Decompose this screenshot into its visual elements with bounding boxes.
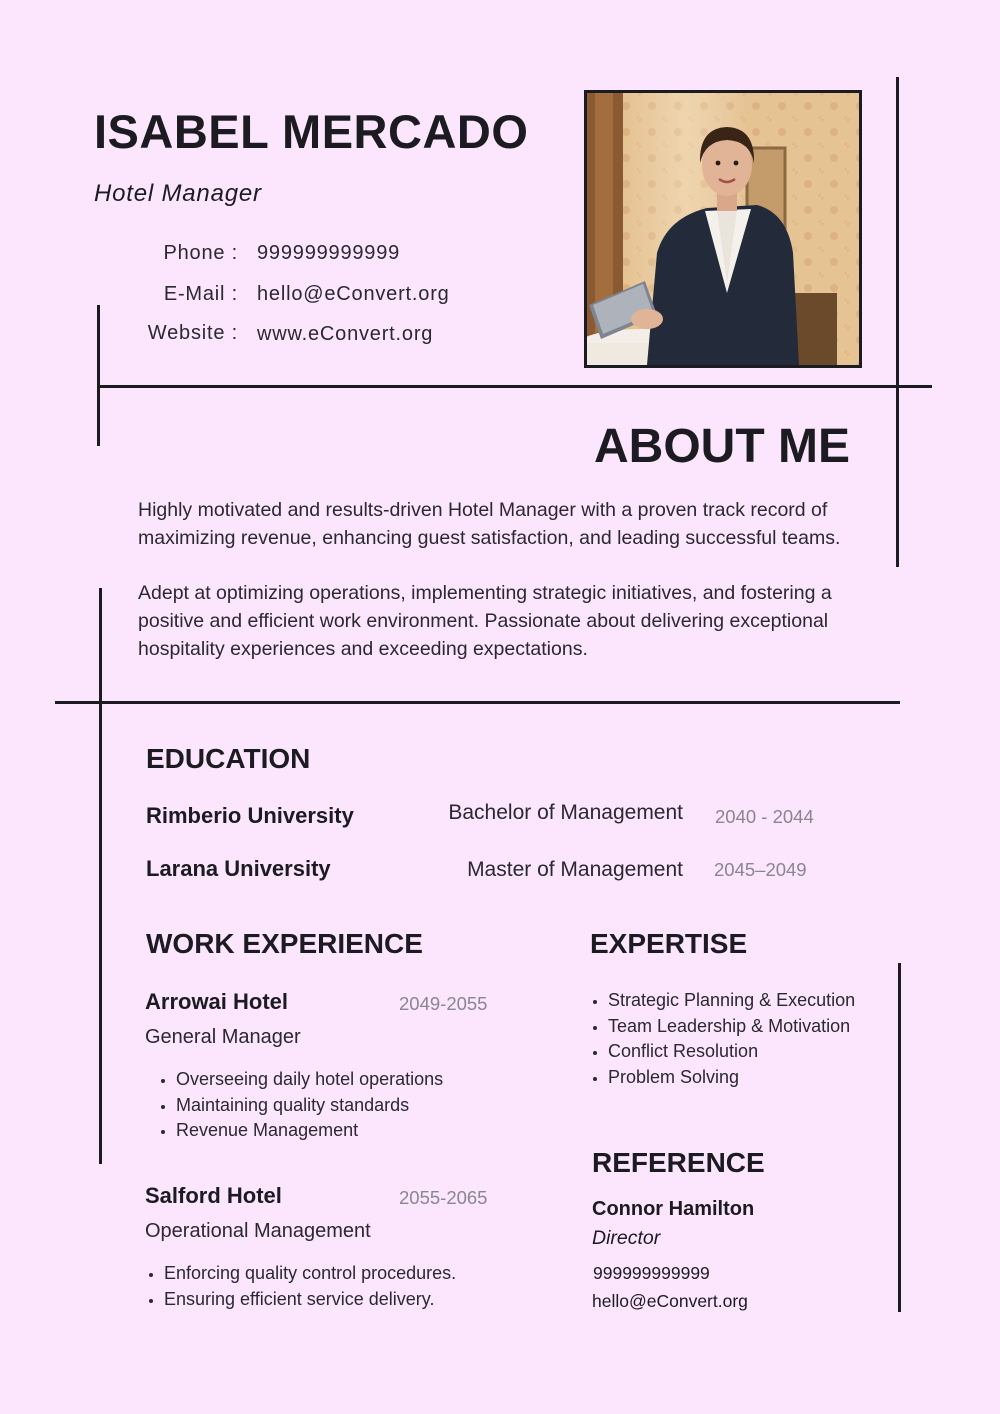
list-item: • Problem Solving bbox=[608, 1065, 855, 1091]
phone-label: Phone : bbox=[163, 242, 238, 264]
candidate-title: Hotel Manager bbox=[94, 180, 262, 207]
vertical-rule-mid-left bbox=[99, 588, 102, 1164]
vertical-rule-bottom-right bbox=[898, 963, 901, 1312]
job-company: Salford Hotel bbox=[145, 1183, 282, 1208]
education-school: Larana University bbox=[146, 856, 331, 881]
education-years: 2040 - 2044 bbox=[715, 806, 814, 827]
about-title: ABOUT ME bbox=[594, 420, 850, 473]
website-label: Website : bbox=[147, 322, 238, 344]
education-degree: Bachelor of Management bbox=[448, 801, 683, 824]
job-role: General Manager bbox=[145, 1026, 301, 1048]
job-years: 2055-2065 bbox=[399, 1187, 488, 1208]
work-experience-title: WORK EXPERIENCE bbox=[146, 928, 423, 959]
list-item: • Strategic Planning & Execution bbox=[608, 988, 855, 1014]
horizontal-rule-mid bbox=[55, 701, 900, 704]
list-item: • Conflict Resolution bbox=[608, 1039, 855, 1065]
vertical-rule-top-left bbox=[97, 305, 100, 446]
education-school: Rimberio University bbox=[146, 803, 354, 828]
vertical-rule-top-right bbox=[896, 77, 899, 567]
job-years: 2049-2055 bbox=[399, 993, 488, 1014]
job-duties-list bbox=[142, 1261, 456, 1312]
list-item: • Team Leadership & Motivation bbox=[608, 1014, 855, 1040]
reference-phone: 999999999999 bbox=[593, 1263, 710, 1283]
email-value: hello@eConvert.org bbox=[257, 283, 450, 305]
list-item: • Maintaining quality standards bbox=[176, 1093, 443, 1119]
list-item: • Overseeing daily hotel operations bbox=[176, 1067, 443, 1093]
education-title: EDUCATION bbox=[146, 743, 311, 774]
job-duties-list bbox=[154, 1067, 443, 1144]
list-item: • Revenue Management bbox=[176, 1118, 443, 1144]
expertise-title: EXPERTISE bbox=[590, 928, 748, 959]
expertise-list bbox=[586, 988, 855, 1090]
reference-name: Connor Hamilton bbox=[592, 1198, 755, 1220]
profile-photo bbox=[584, 90, 862, 368]
list-item: • Enforcing quality control procedures. bbox=[164, 1261, 456, 1287]
phone-value: 999999999999 bbox=[257, 242, 401, 264]
job-role: Operational Management bbox=[145, 1220, 371, 1242]
about-paragraph-2: Adept at optimizing operations, implementing strategic initiatives, and fostering a positive and efficient work environment. Passionate about delivering exceptional hospitality experiences and exceeding expectations. bbox=[138, 582, 832, 660]
reference-title: REFERENCE bbox=[592, 1147, 765, 1178]
website-value: www.eConvert.org bbox=[257, 323, 434, 345]
education-years: 2045–2049 bbox=[714, 859, 807, 880]
horizontal-rule-header bbox=[97, 385, 932, 388]
reference-email: hello@eConvert.org bbox=[592, 1291, 748, 1311]
education-degree: Master of Management bbox=[467, 858, 683, 881]
about-paragraph-1: Highly motivated and results-driven Hotel Manager with a proven track record of maximizing revenue, enhancing guest satisfaction, and leading successful teams. bbox=[138, 499, 841, 549]
list-item: • Ensuring efficient service delivery. bbox=[164, 1287, 456, 1313]
candidate-name: ISABEL MERCADO bbox=[94, 105, 529, 158]
reference-role: Director bbox=[592, 1227, 661, 1249]
job-company: Arrowai Hotel bbox=[145, 989, 289, 1014]
email-label: E-Mail : bbox=[163, 283, 238, 305]
